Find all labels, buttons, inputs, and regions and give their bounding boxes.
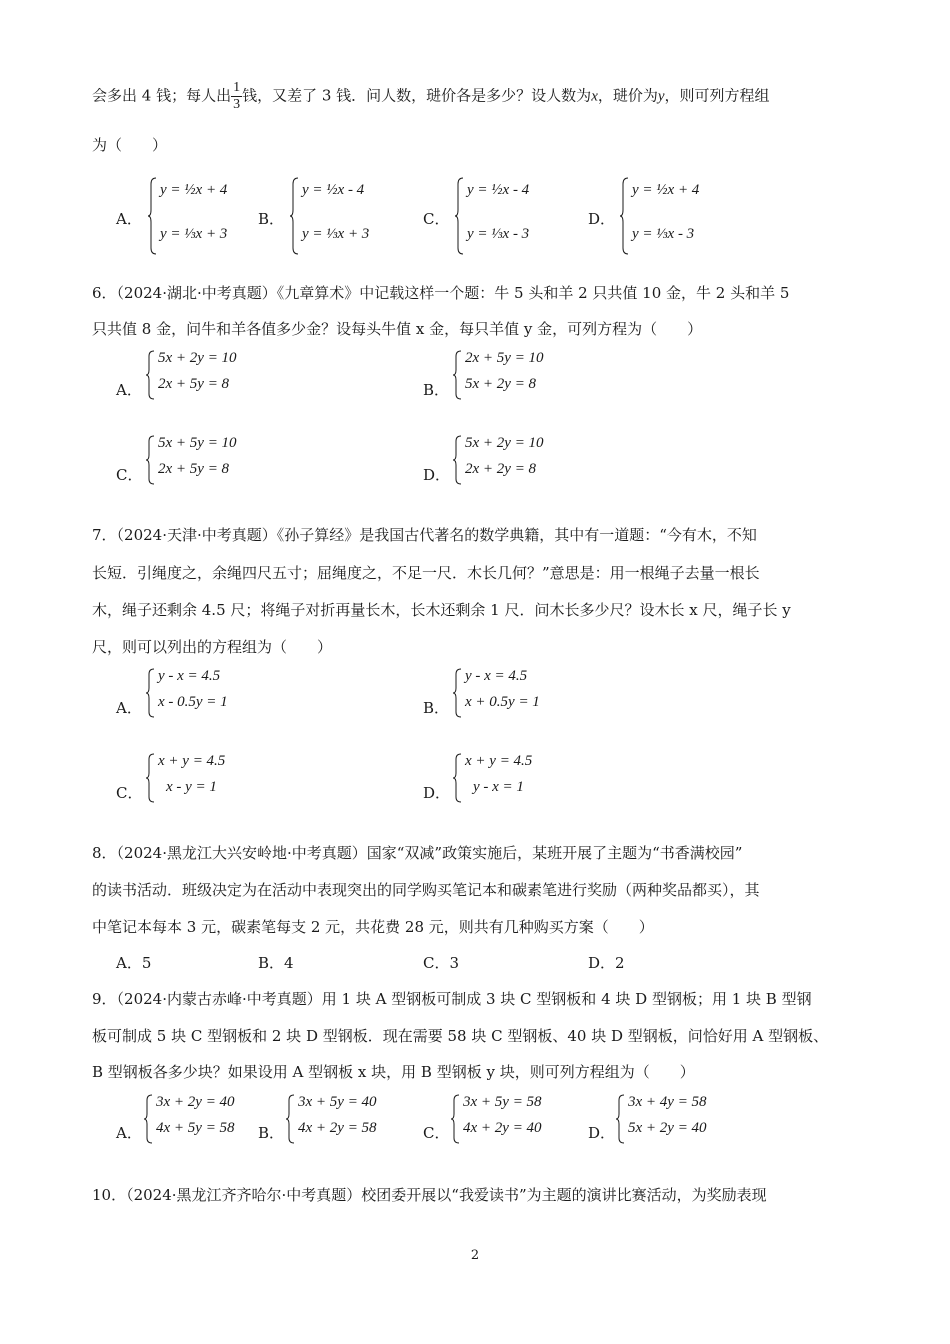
q5-system-a (148, 176, 258, 256)
q6-option-a[interactable]: A． (116, 381, 142, 399)
q7-c-eq2: x - y = 1 (166, 779, 217, 795)
q9-system-a (144, 1094, 254, 1144)
q7-d-eq2: y - x = 1 (473, 779, 524, 795)
q10-line1: 10．（2024·黑龙江齐齐哈尔·中考真题）校团委开展以“我爱读书”为主题的演讲比赛活动，为奖励表现 (92, 1186, 767, 1204)
q7-c-eq1: x + y = 4.5 (158, 753, 226, 769)
q8-line1: 8．（2024·黑龙江大兴安岭地·中考真题）国家“双减”政策实施后，某班开展了主题为“书香满校园” (92, 844, 743, 862)
q9-b-eq2: 4x + 2y = 58 (298, 1120, 377, 1136)
brace-icon (453, 668, 463, 718)
q7-a-eq2: x - 0.5y = 1 (158, 694, 228, 710)
brace-icon (453, 435, 463, 485)
brace-icon (453, 350, 463, 400)
q5-system-d (620, 176, 730, 256)
q9-option-b[interactable]: B． (258, 1124, 285, 1142)
q6-d-eq1: 5x + 2y = 10 (465, 435, 544, 451)
q8-option-c[interactable]: C．3 (423, 954, 460, 972)
brace-icon (451, 1094, 461, 1144)
brace-icon (146, 435, 156, 485)
q9-option-d[interactable]: D． (588, 1124, 616, 1142)
q8-option-d[interactable]: D．2 (588, 954, 625, 972)
q5-option-b[interactable]: B． (258, 210, 285, 228)
q6-a-eq2: 2x + 5y = 8 (158, 376, 230, 392)
q7-line1: 7．（2024·天津·中考真题）《孙子算经》是我国古代著名的数学典籍，其中有一道题：“今有木，不知 (92, 526, 757, 544)
q5-system-c (455, 176, 565, 256)
q5-text-2: 钱，又差了 3 钱．问人数，琎价各是多少？设人数为 (242, 86, 592, 105)
brace-icon (144, 1094, 154, 1144)
q7-option-c[interactable]: C． (116, 784, 143, 802)
q7-option-a[interactable]: A． (116, 699, 142, 717)
q5-text: 会多出 4 钱；每人出 (92, 86, 232, 105)
q5-c-eq2: y = ⅓x - 3 (467, 226, 530, 242)
q9-system-d (616, 1094, 726, 1144)
q9-system-c (451, 1094, 561, 1144)
q6-system-c (146, 435, 276, 485)
q5-var-y: y (657, 88, 665, 105)
brace-icon (616, 1094, 626, 1144)
q7-a-eq1: y - x = 4.5 (158, 668, 221, 684)
brace-icon (146, 668, 156, 718)
q5-system-b (290, 176, 400, 256)
q5-b-eq1: y = ½x - 4 (302, 182, 365, 198)
q7-system-d (453, 753, 583, 803)
brace-icon (146, 350, 156, 400)
q7-line3: 木，绳子还剩余 4.5 尺；将绳子对折再量长木，长木还剩余 1 尺．问木长多少尺？设木长 x 尺，绳子长 y (92, 601, 791, 619)
q8-option-a[interactable]: A．5 (116, 954, 152, 972)
q7-option-b[interactable]: B． (423, 699, 450, 717)
q9-a-eq2: 4x + 5y = 58 (156, 1120, 235, 1136)
q5-a-eq1: y = ½x + 4 (160, 182, 228, 198)
brace-icon (146, 753, 156, 803)
q5-line1 (92, 80, 770, 113)
q7-system-b (453, 668, 583, 718)
q6-c-eq1: 5x + 5y = 10 (158, 435, 237, 451)
q7-d-eq1: x + y = 4.5 (465, 753, 533, 769)
q7-line2: 长短．引绳度之，余绳四尺五寸；屈绳度之，不足一尺．木长几何？”意思是：用一根绳子去量一根长 (92, 564, 760, 582)
q6-b-eq2: 5x + 2y = 8 (465, 376, 537, 392)
q6-option-c[interactable]: C． (116, 466, 143, 484)
q5-option-a[interactable]: A． (116, 210, 142, 228)
brace-icon (453, 753, 463, 803)
page-number: 2 (470, 1248, 480, 1263)
q6-system-d (453, 435, 583, 485)
q7-system-c (146, 753, 276, 803)
q5-option-d[interactable]: D． (588, 210, 616, 228)
q9-c-eq1: 3x + 5y = 58 (463, 1094, 542, 1110)
q5-var-x: x (591, 88, 598, 105)
brace-icon (286, 1094, 296, 1144)
q6-option-d[interactable]: D． (423, 466, 451, 484)
q6-d-eq2: 2x + 2y = 8 (465, 461, 537, 477)
brace-icon (148, 176, 158, 256)
q7-line4: 尺，则可以列出的方程组为（ ） (92, 638, 333, 656)
q7-option-d[interactable]: D． (423, 784, 451, 802)
q9-line2: 板可制成 5 块 C 型钢板和 2 块 D 型钢板．现在需要 58 块 C 型钢板、40 块 D 型钢板，问恰好用 A 型钢板、 (92, 1027, 829, 1045)
q5-line2: 为（ ） (92, 136, 168, 154)
q6-system-b (453, 350, 583, 400)
brace-icon (455, 176, 465, 256)
q5-d-eq2: y = ⅓x - 3 (632, 226, 695, 242)
q9-c-eq2: 4x + 2y = 40 (463, 1120, 542, 1136)
q7-system-a (146, 668, 276, 718)
q6-system-a (146, 350, 276, 400)
q9-d-eq2: 5x + 2y = 40 (628, 1120, 707, 1136)
q5-text-4: ，则可列方程组 (664, 86, 770, 105)
q9-line3: B 型钢板各多少块？如果设用 A 型钢板 x 块，用 B 型钢板 y 块，则可列方程组为（ ） (92, 1063, 695, 1081)
q5-text-3: ，琎价为 (597, 86, 658, 105)
q6-line2: 只共值 8 金，问牛和羊各值多少金？设每头牛值 x 金，每只羊值 y 金，可列方程为（ ） (92, 320, 703, 338)
q8-line3: 中笔记本每本 3 元，碳素笔每支 2 元，共花费 28 元，则共有几种购买方案（ ） (92, 918, 654, 936)
q5-fraction: $\frac{1}{3}$ (233, 80, 241, 112)
q5-d-eq1: y = ½x + 4 (632, 182, 700, 198)
q9-option-a[interactable]: A． (116, 1124, 142, 1142)
q6-option-b[interactable]: B． (423, 381, 450, 399)
brace-icon (620, 176, 630, 256)
q6-line1: 6．（2024·湖北·中考真题）《九章算术》中记载这样一个题：牛 5 头和羊 2 只共值 10 金，牛 2 头和羊 5 (92, 284, 790, 302)
q9-b-eq1: 3x + 5y = 40 (298, 1094, 377, 1110)
q8-option-b[interactable]: B．4 (258, 954, 294, 972)
q9-a-eq1: 3x + 2y = 40 (156, 1094, 235, 1110)
q9-line1: 9．（2024·内蒙古赤峰·中考真题）用 1 块 A 型钢板可制成 3 块 C 型钢板和 4 块 D 型钢板；用 1 块 B 型钢 (92, 990, 812, 1008)
q7-b-eq1: y - x = 4.5 (465, 668, 528, 684)
q6-b-eq1: 2x + 5y = 10 (465, 350, 544, 366)
q6-c-eq2: 2x + 5y = 8 (158, 461, 230, 477)
brace-icon (290, 176, 300, 256)
q6-a-eq1: 5x + 2y = 10 (158, 350, 237, 366)
q5-a-eq2: y = ⅓x + 3 (160, 226, 228, 242)
q7-b-eq2: x + 0.5y = 1 (465, 694, 540, 710)
q9-system-b (286, 1094, 396, 1144)
q5-c-eq1: y = ½x - 4 (467, 182, 530, 198)
q9-option-c[interactable]: C． (423, 1124, 450, 1142)
q8-line2: 的读书活动．班级决定为在活动中表现突出的同学购买笔记本和碳素笔进行奖励（两种奖品都买），其 (92, 881, 760, 899)
q9-d-eq1: 3x + 4y = 58 (628, 1094, 707, 1110)
q5-b-eq2: y = ⅓x + 3 (302, 226, 370, 242)
q5-option-c[interactable]: C． (423, 210, 450, 228)
